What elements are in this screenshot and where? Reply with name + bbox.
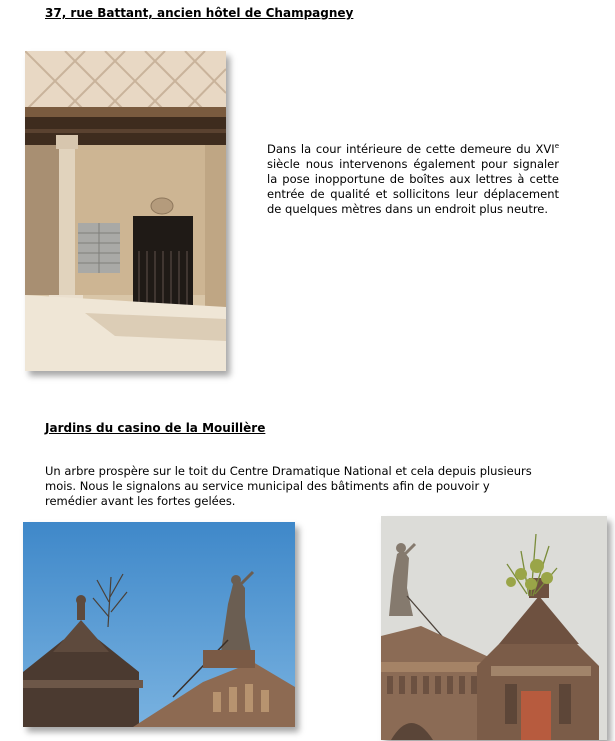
section2-paragraph: Un arbre prospère sur le toit du Centre Dramatique National et cela depuis plusieurs mois. Nous le signalons au service municipal des bâtiments afin de pouvoir y remédier avant les fortes gelées. (45, 464, 532, 508)
courtyard-photo (25, 51, 226, 371)
section1-text-end: siècle nous intervenons également pour signaler la pose inopportune de boîtes aux lettres à cette entrée de qualité et sollicitons leur déplacement de quelques mètres dans un endroit plus neutre. (267, 156, 559, 216)
section1-paragraph (267, 139, 559, 217)
section1-text-start: Dans la cour intérieure de cette demeure du XVI (267, 141, 555, 156)
roof-tree-photo-left (23, 522, 295, 727)
section-title-jardins-casino: Jardins du casino de la Mouillère (45, 421, 266, 435)
roof-tree-photo-right (381, 516, 607, 740)
century-superscript: e (554, 142, 559, 150)
section-title-rue-battant: 37, rue Battant, ancien hôtel de Champagney (45, 6, 354, 20)
